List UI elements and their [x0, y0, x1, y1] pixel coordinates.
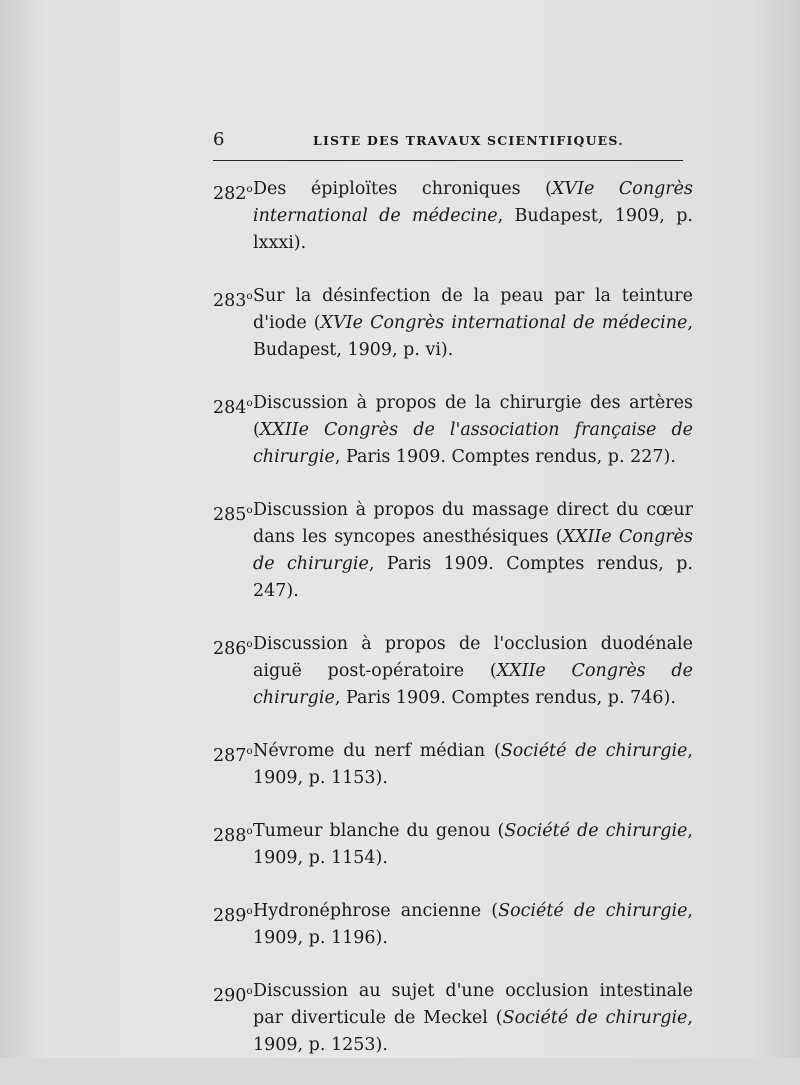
list-item	[213, 978, 693, 1059]
list-item	[213, 818, 693, 872]
entry-source: Société de chirurgie	[504, 821, 688, 841]
entry-source: XXIIe Congrès de l'association française de chirurgie	[253, 420, 693, 467]
entry-number: 282$^o$	[213, 183, 253, 204]
entry-source: XVIe Congrès international de médecine	[253, 179, 693, 226]
entry-number: 290$^o$	[213, 985, 253, 1006]
entry-source: XXIIe Congrès de chirurgie	[253, 527, 693, 574]
header-rule	[213, 160, 683, 161]
list-item	[213, 283, 693, 364]
entry-text: Hydronéphrose ancienne (Société de chirurgie, 1909, p. 1196).	[253, 901, 693, 948]
entry-text: Discussion à propos du massage direct du cœur dans les syncopes anesthésiques (XXIIe Congrès de chirurgie, Paris 1909. Comptes rendus, p. 247).	[253, 500, 693, 601]
entry-number: 285$^o$	[213, 504, 253, 525]
entry-number: 288$^o$	[213, 825, 253, 846]
entry-text: Des épiploïtes chroniques (XVIe Congrès international de médecine, Budapest, 1909, p. lxxxi).	[253, 179, 693, 253]
entry-list	[213, 176, 693, 1085]
page-number: 6	[213, 129, 225, 150]
entry-source: Société de chirurgie	[500, 741, 688, 761]
entry-number: 283$^o$	[213, 290, 253, 311]
entry-text: Tumeur blanche du genou (Société de chirurgie, 1909, p. 1154).	[253, 821, 693, 868]
list-item	[213, 497, 693, 605]
entry-number: 286$^o$	[213, 638, 253, 659]
list-item	[213, 390, 693, 471]
entry-text: Discussion au sujet d'une occlusion intestinale par diverticule de Meckel (Société de chirurgie, 1909, p. 1253).	[253, 981, 693, 1055]
entry-text: Sur la désinfection de la peau par la teinture d'iode (XVIe Congrès international de médecine, Budapest, 1909, p. vi).	[253, 286, 693, 360]
list-item	[213, 898, 693, 952]
entry-number: 287$^o$	[213, 745, 253, 766]
entry-number: 284$^o$	[213, 397, 253, 418]
entry-text: Névrome du nerf médian (Société de chirurgie, 1909, p. 1153).	[253, 741, 693, 788]
entry-source: Société de chirurgie	[498, 901, 688, 921]
entry-source: XXIIe Congrès de chirurgie	[253, 661, 693, 708]
entry-source: Société de chirurgie	[502, 1008, 688, 1028]
entry-text: Discussion à propos de la chirurgie des artères (XXIIe Congrès de l'association française de chirurgie, Paris 1909. Comptes rendus, p. 227).	[253, 393, 693, 467]
header-title: LISTE DES TRAVAUX SCIENTIFIQUES.	[313, 133, 624, 148]
entry-text: Discussion à propos de l'occlusion duodénale aiguë post-opératoire (XXIIe Congrès de chirurgie, Paris 1909. Comptes rendus, p. 746).	[253, 634, 693, 708]
running-head	[213, 127, 683, 157]
list-item	[213, 631, 693, 712]
list-item	[213, 176, 693, 257]
list-item	[213, 738, 693, 792]
entry-number: 289$^o$	[213, 905, 253, 926]
entry-source: XVIe Congrès international de médecine	[320, 313, 688, 333]
